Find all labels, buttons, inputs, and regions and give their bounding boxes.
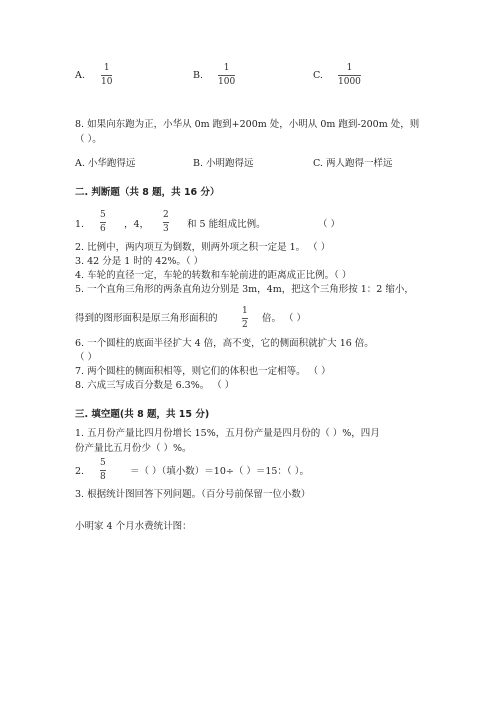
fraction-denominator: 1000: [338, 77, 361, 87]
s2-q5-line-1: 5. 一个直角三角形的两条直角边分别是 3m，4m，把这个三角形按 1：2 缩小，: [75, 284, 414, 295]
q7-option-b-fraction: [218, 63, 235, 88]
s2-q8: 8. 六成三写成百分数是 6.3%。 （ ）: [75, 380, 235, 391]
q7-option-b-label: B.: [193, 70, 204, 81]
fraction-denominator: 6: [100, 224, 106, 234]
s2-q1-fraction-1: [100, 210, 106, 235]
fraction-numerator: 1: [103, 63, 110, 73]
fraction-denominator: 2: [242, 320, 248, 330]
fraction-denominator: 8: [100, 472, 106, 482]
s2-q5-fraction: [242, 306, 248, 331]
fraction-numerator: 1: [346, 63, 353, 73]
s2-q1-tail: 和 5 能组成比例。: [187, 219, 266, 230]
s2-q1-middle: ，4，: [124, 219, 150, 230]
fraction-numerator: 5: [100, 458, 106, 468]
s3-q2-tail: ＝（ ）（填小数）＝10÷（ ）＝15：（ ）。: [130, 466, 309, 477]
q8-option-a: A. 小华跑得远: [75, 158, 136, 169]
s2-q1-fraction-2: [163, 210, 169, 235]
q7-option-c-fraction: [338, 63, 361, 88]
s2-q6-line-1: 6. 一个圆柱的底面半径扩大 4 倍，高不变，它的侧面积就扩大 16 倍。: [75, 338, 374, 349]
fraction-numerator: 1: [242, 306, 248, 316]
fraction-numerator: 5: [100, 210, 106, 220]
fraction-numerator: 1: [223, 63, 230, 73]
q7-option-a-fraction: [101, 63, 112, 88]
q8-option-c: C. 两人跑得一样远: [313, 158, 393, 169]
s2-q4: 4. 车轮的直径一定，车轮的转数和车轮前进的距离成正比例。（ ）: [75, 270, 352, 281]
section-3-heading: 三. 填空题(共 8 题，共 15 分): [75, 409, 210, 420]
s2-q3: 3. 42 分是 1 时的 42%。（ ）: [75, 256, 204, 267]
s3-q2-number: 2.: [75, 466, 85, 477]
fraction-numerator: 2: [163, 210, 169, 220]
s3-q1-line-2: 份产量比五月份少（ ）%。: [75, 443, 192, 454]
fraction-denominator: 3: [163, 224, 169, 234]
q8-line-1: 8. 如果向东跑为正，小华从 0m 跑到+200m 处，小明从 0m 跑到-200m 处，则: [75, 119, 420, 130]
s3-q1-line-1: 1. 五月份产量比四月份增长 15%，五月份产量是四月份的（ ）%，四月: [75, 428, 380, 439]
s2-q5-suffix: 倍。 （ ）: [262, 313, 307, 324]
s3-q3: 3. 根据统计图回答下列问题。（百分号前保留一位小数）: [75, 489, 311, 500]
s2-q7: 7. 两个圆柱的侧面积相等，则它们的体积也一定相等。 （ ）: [75, 366, 331, 377]
section-2-heading: 二. 判断题（共 8 题，共 16 分）: [75, 187, 220, 198]
s2-q5-prefix: 得到的图形面积是原三角形面积的: [75, 313, 218, 324]
s2-q6-line-2: （ ）: [75, 352, 98, 363]
chart-caption: 小明家 4 个月水费统计图：: [75, 521, 192, 532]
s2-q1-number: 1.: [75, 219, 85, 230]
q7-option-c-label: C.: [313, 70, 323, 81]
q8-option-b: B. 小明跑得远: [193, 158, 254, 169]
fraction-denominator: 10: [101, 77, 113, 87]
s2-q1-answer-paren: （ ）: [318, 219, 341, 230]
s2-q2: 2. 比例中，两内项互为倒数，则两外项之积一定是 1。 （ ）: [75, 242, 331, 253]
q8-line-2: （ ）。: [75, 134, 102, 145]
s3-q2-fraction: [100, 458, 106, 483]
q7-option-a-label: A.: [75, 70, 85, 81]
fraction-denominator: 100: [218, 77, 236, 87]
